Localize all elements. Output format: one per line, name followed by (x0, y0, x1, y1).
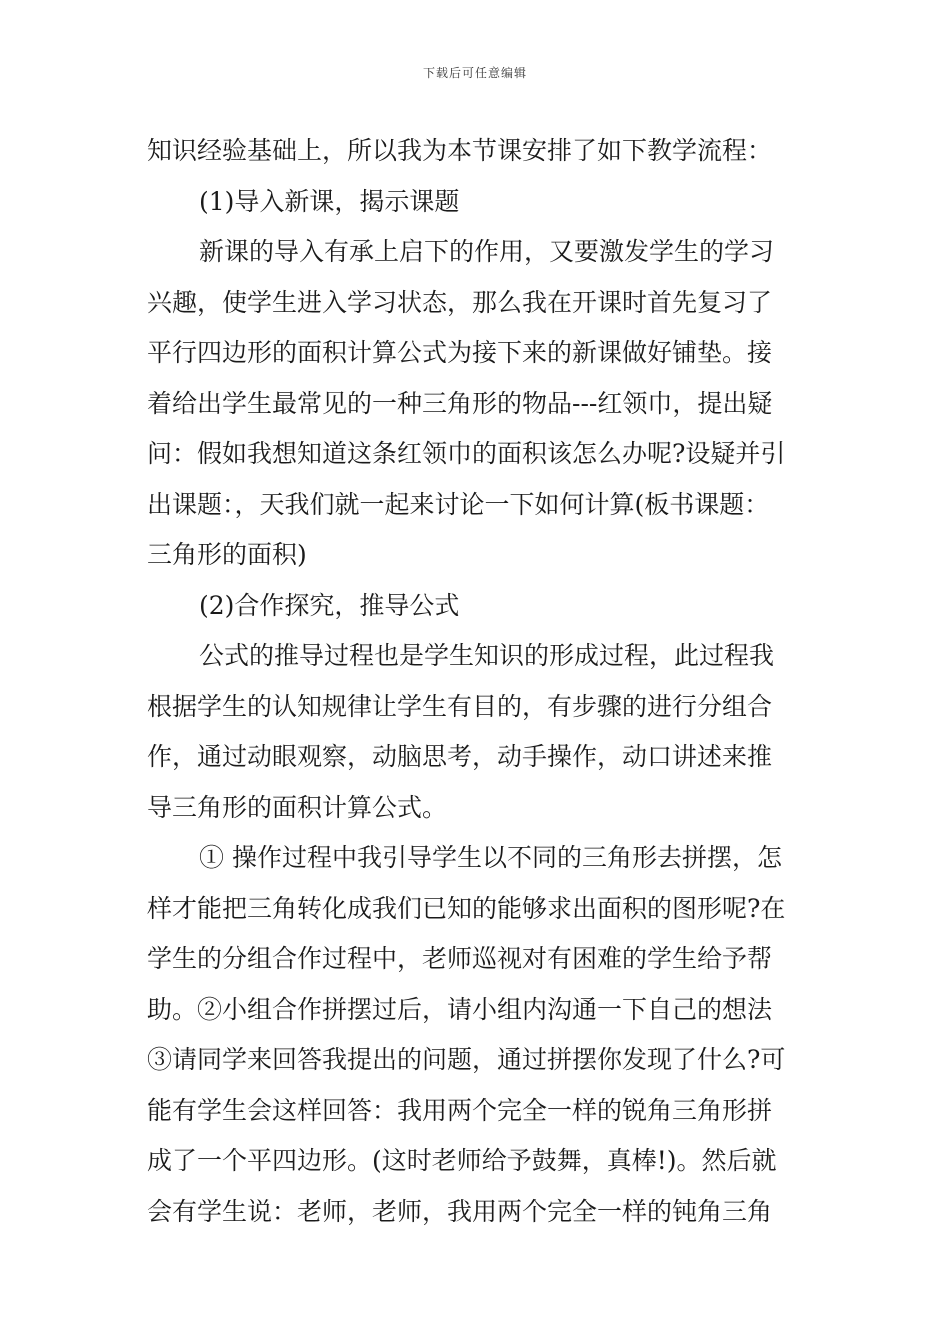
text-line: 公式的推导过程也是学生知识的形成过程，此过程我 (199, 641, 775, 670)
text-line: 根据学生的认知规律让学生有目的，有步骤的进行分组合 (147, 691, 773, 721)
text-line: 平行四边形的面积计算公式为接下来的新课做好铺垫。接 (147, 338, 773, 367)
section-heading: (1)导入新课，揭示课题 (199, 186, 460, 216)
text-line: 助。②小组合作拼摆过后，请小组内沟通一下自己的想法 (147, 994, 773, 1024)
page-header: 下载后可任意编辑 (422, 66, 527, 80)
text-line: 学生的分组合作过程中，老师巡视对有困难的学生给予帮 (147, 944, 773, 973)
text-line: 会有学生说：老师，老师，我用两个完全一样的钝角三角 (147, 1196, 773, 1226)
section-heading: (2)合作探究，推导公式 (199, 590, 460, 620)
text-line: 能有学生会这样回答：我用两个完全一样的锐角三角形拼 (147, 1095, 773, 1125)
text-line: 着给出学生最常见的一种三角形的物品---红领巾，提出疑 (147, 388, 773, 418)
text-line: ③请同学来回答我提出的问题，通过拼摆你发现了什么?可 (147, 1045, 786, 1074)
text-line: 新课的导入有承上启下的作用，又要激发学生的学习 (199, 237, 775, 266)
text-line: 成了一个平四边形。(这时老师给予鼓舞，真棒!)。然后就 (147, 1146, 777, 1175)
text-line: 样才能把三角转化成我们已知的能够求出面积的图形呢?在 (147, 893, 786, 923)
text-line: 知识经验基础上，所以我为本节课安排了如下教学流程： (147, 136, 773, 165)
text-line: 三角形的面积) (147, 540, 307, 569)
text-line: ① 操作过程中我引导学生以不同的三角形去拼摆，怎 (199, 843, 782, 872)
document-body (147, 126, 807, 1237)
text-line: 作，通过动眼观察，动脑思考，动手操作，动口讲述来推 (147, 742, 773, 771)
text-line: 问：假如我想知道这条红领巾的面积该怎么办呢?设疑并引 (147, 439, 786, 468)
text-line: 出课题：，天我们就一起来讨论一下如何计算(板书课题： (147, 489, 770, 519)
text-line: 兴趣，使学生进入学习状态，那么我在开课时首先复习了 (147, 287, 773, 317)
text-line: 导三角形的面积计算公式。 (147, 792, 448, 822)
